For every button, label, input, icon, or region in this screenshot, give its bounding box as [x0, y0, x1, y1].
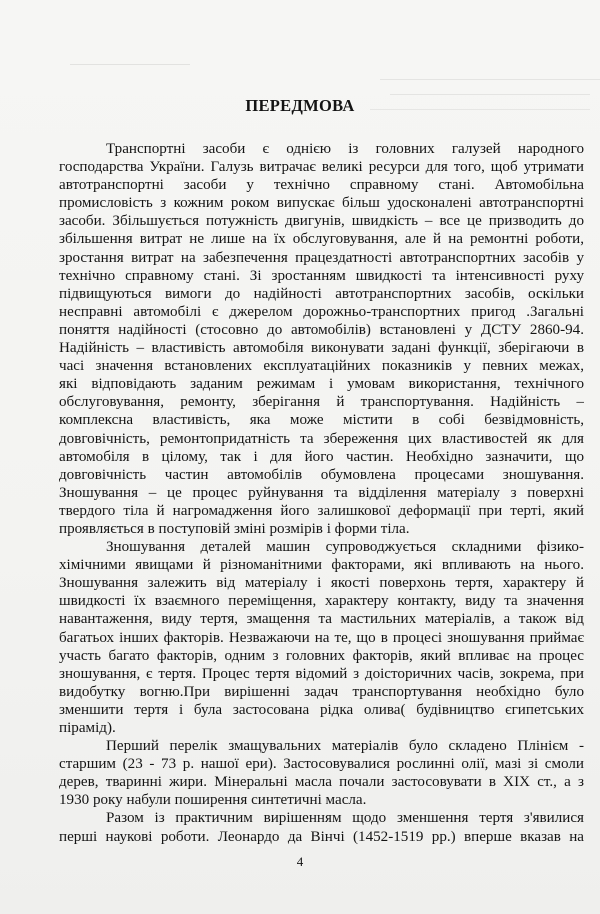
text-line: зношування, є тертя. Процес тертя відомий з доісторичних часів, зокрема, при	[59, 665, 584, 682]
page-number: 4	[296, 854, 304, 869]
text-line: Разом із практичним вирішенням щодо зменшення тертя з'явилися	[106, 810, 584, 827]
text-line: зменшити тертя і була застосована рідка олива( будівництво єгипетських	[59, 701, 584, 718]
text-line: господарства України. Галузь витрачає великі ресурси для того, щоб утримати	[59, 159, 584, 176]
text-line: несправні автомобілі є джерелом дорожньо-транспортних пригод .Загальні	[59, 303, 584, 320]
text-line: збільшення витрат не лише на їх обслуговування, але й на ремонтні роботи,	[59, 231, 584, 248]
text-line: засоби. Збільшується потужність двигунів, швидкість – все це призводить до	[59, 213, 584, 230]
text-line: Надійність – властивість автомобіля виконувати задані функції, зберігаючи в	[59, 340, 584, 357]
text-line: обслуговування, ремонту, зберігання й транспортування. Надійність –	[59, 394, 584, 411]
text-line: швидкості їх взаємного переміщення, характеру контакту, виду та значення	[59, 593, 584, 610]
text-line: зростання витрат на забезпечення працездатності автотранспортних засобів у	[59, 249, 584, 266]
text-line: хімічними явищами й різноманітними факторами, які впливають на нього.	[59, 557, 584, 574]
page-title: ПЕРЕДМОВА	[245, 96, 355, 115]
text-line: автомобіля в цілому, так і для його частин. Необхідно зазначити, що	[59, 448, 584, 465]
text-line: проявляється в поступовій зміні розмірів і форми тіла.	[59, 520, 410, 537]
text-line: комплексна властивість, яка може містити в собі безвідмовність,	[59, 412, 584, 429]
text-line: Транспортні засоби є однією із головних галузей народного	[106, 141, 584, 157]
text-line: дерев, тваринні жири. Мінеральні масла почали застосовувати в XIX ст., а з	[59, 774, 584, 791]
text-line: Зношування залежить від матеріалу і якості поверхонь тертя, характеру й	[59, 575, 584, 592]
text-line: навантаження, виду тертя, змащення та мастильних матеріалів, а також від	[59, 611, 584, 628]
paragraph	[59, 140, 584, 538]
text-line: часі значення встановлених експлуатаційних показників у певних межах,	[59, 358, 584, 375]
paragraph	[59, 809, 584, 845]
text-line: участь багато факторів, одним з головних факторів, який впливає на процес	[59, 647, 584, 664]
paragraph	[59, 538, 584, 737]
text-line: 1930 року набули поширення синтетичні масла.	[59, 792, 367, 809]
text-line: автотранспортні засоби у технічно справному стані. Автомобільна	[59, 177, 584, 194]
text-line: багатьох інших факторів. Незважаючи на те, що в процесі зношування приймає	[59, 629, 584, 646]
text-line: які відповідають заданим режимам і умовам використання, технічного	[59, 376, 584, 393]
text-line: пірамід).	[59, 720, 116, 736]
text-line: підвищуються вимоги до надійності автотранспортних засобів, оскільки	[59, 285, 584, 302]
text-line: видобутку вогню.При вирішенні задач транспортування необхідно було	[59, 683, 584, 700]
text-line: довговічність, ремонтопридатність та збереження цих властивостей як для	[59, 430, 584, 447]
text-line: твердого тіла й нагромадження його залишкової деформації при терті, який	[59, 502, 584, 519]
text-line: Зношування деталей машин супроводжується складними фізико-	[106, 539, 584, 556]
text-line: технічно справному стані. Зі зростанням швидкості та інтенсивності руху	[59, 267, 584, 284]
text-line: довговічність частин автомобілів обумовлена процесами зношування.	[59, 466, 584, 483]
paragraph	[59, 737, 584, 809]
text-line: поняття надійності (стосовно до автомобілів) встановлені у ДСТУ 2860-94.	[59, 321, 584, 338]
text-line: Перший перелік змащувальних матеріалів було складено Плінієм -	[106, 738, 584, 755]
document-body	[59, 140, 584, 846]
text-line: промисловість з кожним роком випускає більш удосконалені автотранспортні	[59, 195, 584, 212]
text-line: перші наукові роботи. Леонардо да Вінчі (1452-1519 рр.) вперше вказав на	[59, 828, 584, 845]
text-line: старшим (23 - 73 р. нашої ери). Застосовувалися рослинні олії, мазі зі смоли	[59, 756, 584, 773]
text-line: Зношування – це процес руйнування та відділення матеріалу з поверхні	[59, 484, 584, 501]
